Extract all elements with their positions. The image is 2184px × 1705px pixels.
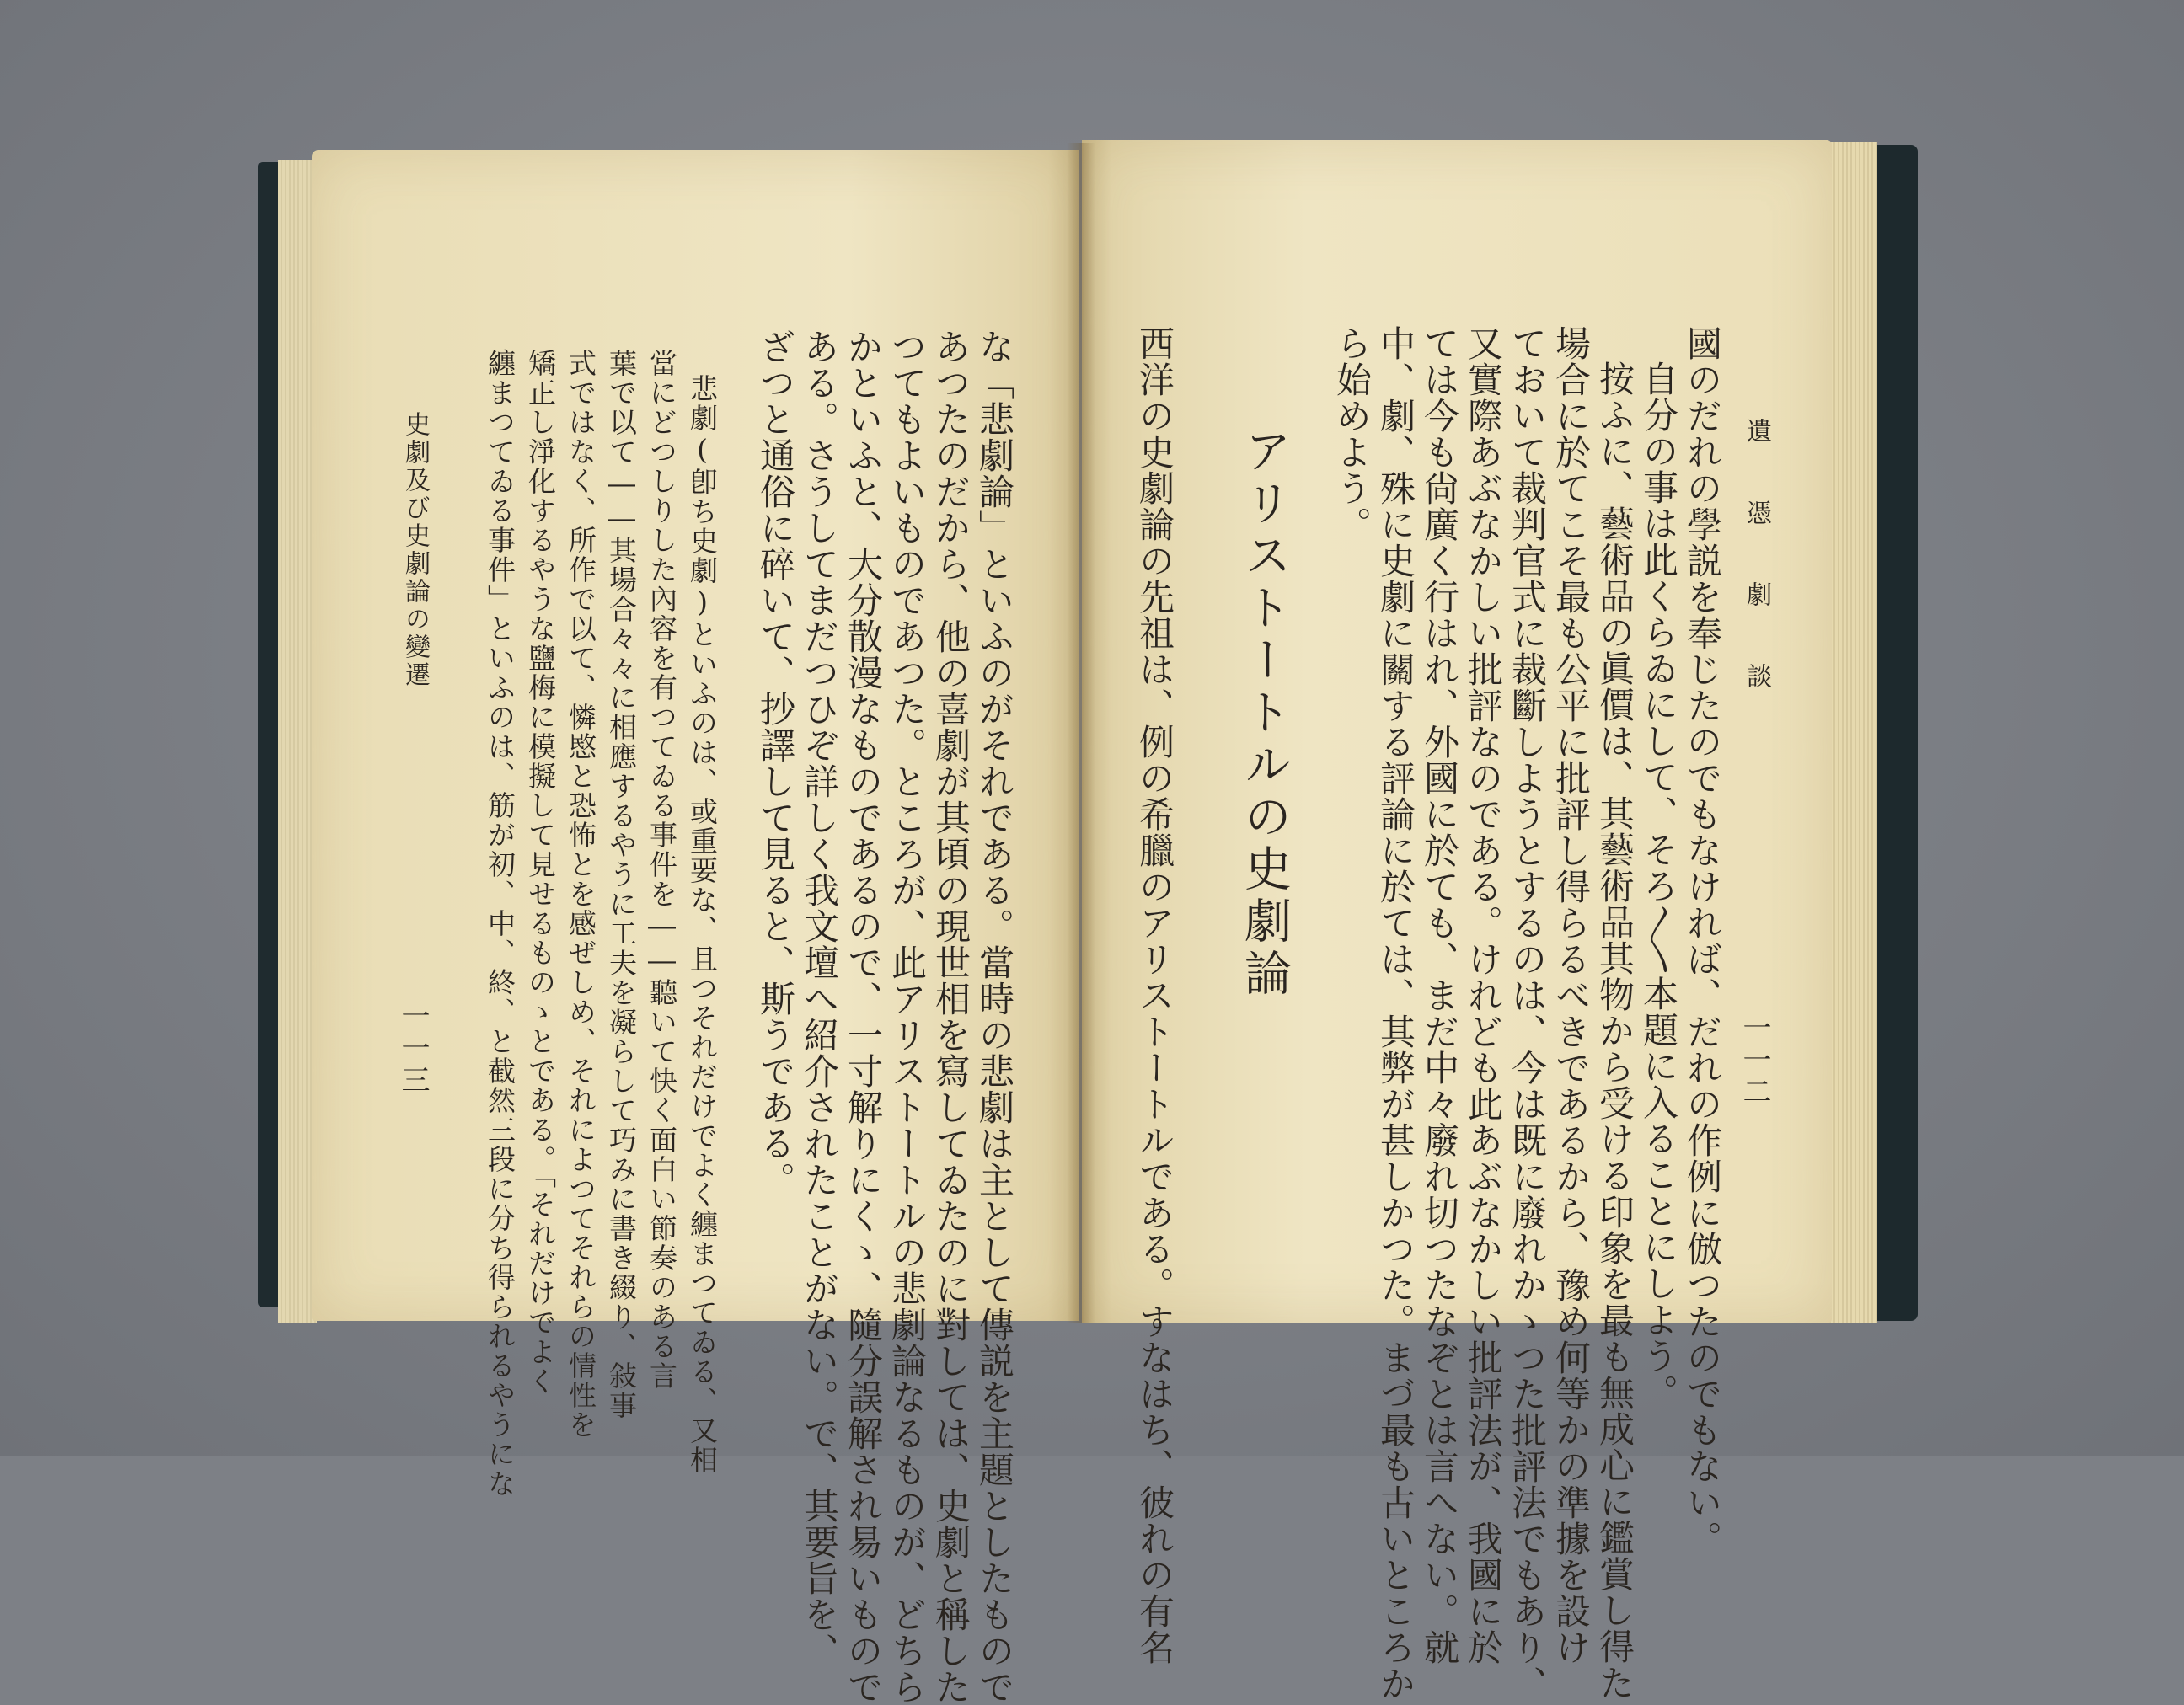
- quote-line: 當にどつしりした內容を有つてゐる事件を――聽いて快く面白い節奏のある言: [645, 349, 678, 1391]
- text-line: ら始めよう。: [1331, 325, 1373, 542]
- running-head: 遺 憑 劇 談: [1742, 418, 1771, 702]
- running-footer: 史劇及び史劇論の變遷: [400, 411, 430, 689]
- text-line: かといふと、大分散漫なものであるので、一寸解りにくゝ、隨分誤解され易いもので: [843, 329, 884, 1705]
- text-line: 國のだれの學説を奉じたのでもなければ、だれの作例に倣つたのでもない。: [1682, 325, 1723, 1557]
- text-line: 又實際あぶなかしい批評なのである。けれども此あぶなかしい批評法が、我國に於: [1463, 325, 1504, 1665]
- quote-line: 悲劇(卽ち史劇)といふのは、或重要な、且つそれだけでよく纏まつてゐる、又相: [686, 374, 719, 1475]
- text-line: あつたのだから、他の喜劇が其頃の現世相を寫してゐたのに對しては、史劇と稱した: [930, 329, 972, 1705]
- quote-line: 纏まつてゐる事件」といふのは、筋が初、中、終、と截然三段に分ち得られるやうにな: [484, 349, 517, 1499]
- right-page: [1082, 140, 1832, 1702]
- text-line: ては今も尙廣く行はれ、外國に於ても、まだ中々廢れ切つたなぞとは言へない。就: [1419, 325, 1460, 1665]
- page-edges-right: [1827, 142, 1877, 1323]
- page-number: 一一三: [396, 1001, 430, 1097]
- text-line: 場合に於てこそ最も公平に批評し得らるべきであるから、豫め何等かの準據を設け: [1550, 325, 1592, 1665]
- text-line: 自分の事は此くらゐにして、そろ〳〵本題に入ることにしよう。: [1638, 361, 1679, 1410]
- text-line: ざつと通俗に碎いて、抄譯して見ると、斯うである。: [755, 329, 796, 1198]
- text-line: 按ふに、藝術品の眞價は、其藝術品其物から受ける印象を最も無成心に鑑賞し得た: [1594, 361, 1635, 1701]
- section-heading: アリストートルの史劇論: [1237, 426, 1292, 1001]
- text-line: つてもよいものであつた。ところが、此アリストートルの悲劇論なるものが、どちら: [886, 329, 928, 1705]
- quote-line: 葉で以て――其場合々々に相應するやうに工夫を凝らして巧みに書き綴り、敍事: [605, 349, 638, 1420]
- quote-line: 矯正し淨化するやうな鹽梅に模擬して見せるものゝとである。「それだけでよく: [524, 349, 557, 1397]
- quote-line: 式ではなく、所作で以て、憐愍と恐怖とを感ぜしめ、それによつてそれらの情性を: [565, 349, 597, 1440]
- text-line: な「悲劇論」といふのがそれである。當時の悲劇は主として傳説を主題としたもので: [974, 329, 1015, 1705]
- page-number: 一一二: [1737, 1013, 1771, 1109]
- book-gutter: [1067, 143, 1095, 1323]
- left-page: [312, 150, 1079, 1705]
- text-line: 中、劇、殊に史劇に關する評論に於ては、其弊が甚しかつた。まづ最も古いところか: [1375, 325, 1416, 1702]
- text-line: ておいて裁判官式に裁斷しようとするのは、今は既に廢れかゝつた批評法でもあり、: [1507, 325, 1548, 1702]
- text-line: ある。さうしてまだつひぞ詳しく我文壇へ紹介されたことがない。で、其要旨を、: [799, 329, 840, 1669]
- text-line: 西洋の史劇論の先祖は、例の希臘のアリストートルである。すなはち、彼れの有名: [1134, 325, 1175, 1665]
